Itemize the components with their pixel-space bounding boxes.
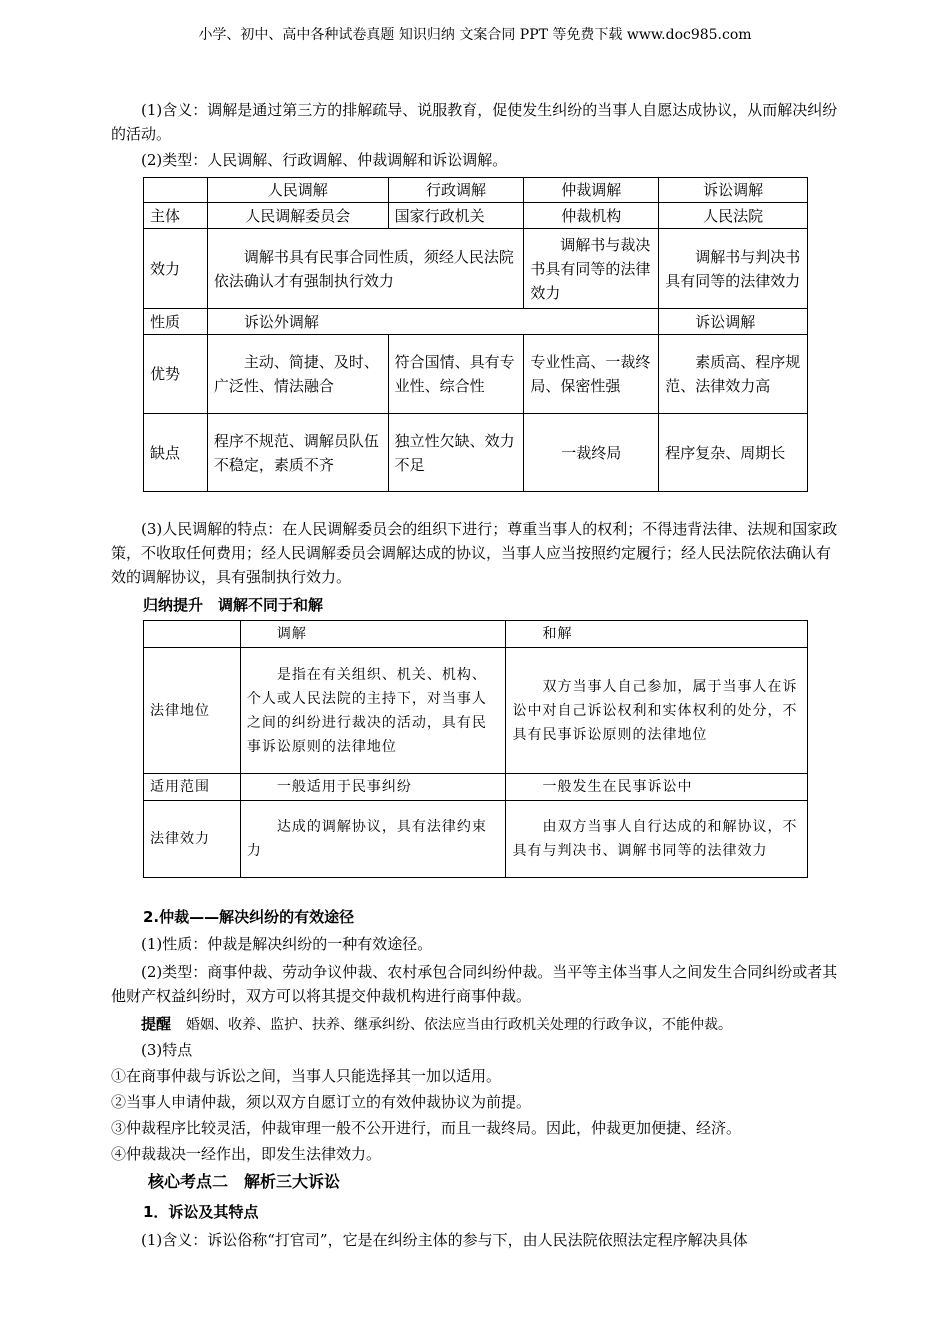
arbitration-features-title: (3)特点 bbox=[141, 1041, 193, 1059]
table1-row-label: 效力 bbox=[144, 229, 208, 309]
tip-line bbox=[111, 1012, 838, 1037]
table1-cell: 诉讼外调解 bbox=[207, 309, 658, 335]
table2-header: 和解 bbox=[506, 621, 808, 648]
feature-item: ①在商事仲裁与诉讼之间，当事人只能选择其一加以适用。 bbox=[111, 1067, 502, 1085]
table2-header: 调解 bbox=[240, 621, 506, 648]
table1-cell: 独立性欠缺、效力不足 bbox=[388, 414, 524, 492]
people-mediation-features: (3)人民调解的特点：在人民调解委员会的组织下进行；尊重当事人的权利；不得违背法律、法规和国家政策，不收取任何费用；经人民调解委员会调解达成的协议，当事人应当按照约定履行；经人民法院依法确认有效的调解协议，具有强制执行效力。 bbox=[111, 520, 838, 586]
arbitration-nature: (1)性质：仲裁是解决纠纷的一种有效途径。 bbox=[141, 935, 433, 953]
litigation-subtitle: 1．诉讼及其特点 bbox=[143, 1203, 259, 1221]
table1-cell: 调解书与判决书具有同等的法律效力 bbox=[659, 229, 808, 309]
table1-header: 仲裁调解 bbox=[524, 178, 659, 203]
tip-text: 婚姻、收养、监护、扶养、继承纠纷、依法应当由行政机关处理的行政争议，不能仲裁。 bbox=[186, 1017, 733, 1033]
table2-corner bbox=[144, 621, 241, 648]
table2-row-label: 适用范围 bbox=[144, 774, 241, 801]
table1-cell: 调解书具有民事合同性质，须经人民法院依法确认才有强制执行效力 bbox=[207, 229, 523, 309]
table1-cell: 程序不规范、调解员队伍不稳定，素质不齐 bbox=[207, 414, 388, 492]
table2-cell: 一般发生在民事诉讼中 bbox=[506, 774, 808, 801]
table2-cell: 由双方当事人自行达成的和解协议，不具有与判决书、调解书同等的法律效力 bbox=[506, 801, 808, 878]
table2-cell: 双方当事人自己参加，属于当事人在诉讼中对自己诉讼权利和实体权利的处分，不具有民事诉讼原则的法律地位 bbox=[506, 648, 808, 774]
table1-cell: 人民法院 bbox=[659, 203, 808, 229]
table1-cell: 国家行政机关 bbox=[388, 203, 524, 229]
table1-row-label: 缺点 bbox=[144, 414, 208, 492]
table1-cell: 主动、简捷、及时、广泛性、情法融合 bbox=[207, 335, 388, 414]
table1-cell: 人民调解委员会 bbox=[207, 203, 388, 229]
table1-row-label: 性质 bbox=[144, 309, 208, 335]
table1-cell: 专业性高、一裁终局、保密性强 bbox=[524, 335, 659, 414]
table1-cell: 一裁终局 bbox=[524, 414, 659, 492]
table2-cell: 是指在有关组织、机关、机构、个人或人民法院的主持下，对当事人之间的纠纷进行裁决的活动，具有民事诉讼原则的法律地位 bbox=[240, 648, 506, 774]
table1-header: 诉讼调解 bbox=[659, 178, 808, 203]
mediation-types: (2)类型：人民调解、行政调解、仲裁调解和诉讼调解。 bbox=[141, 151, 508, 169]
mediation-definition: (1)含义：调解是通过第三方的排解疏导、说服教育，促使发生纠纷的当事人自愿达成协议，从而解决纠纷的活动。 bbox=[111, 101, 838, 143]
table1-corner bbox=[144, 178, 208, 203]
litigation-definition: (1)含义：诉讼俗称“打官司”，它是在纠纷主体的参与下，由人民法院依照法定程序解决具体 bbox=[141, 1231, 748, 1249]
arbitration-section-title: 2.仲裁——解决纠纷的有效途径 bbox=[143, 908, 355, 926]
mediation-vs-settlement-table bbox=[143, 620, 808, 878]
table2-cell: 一般适用于民事纠纷 bbox=[240, 774, 506, 801]
table1-cell: 调解书与裁决书具有同等的法律效力 bbox=[524, 229, 659, 309]
feature-item: ④仲裁裁决一经作出，即发生法律效力。 bbox=[111, 1145, 382, 1163]
table1-cell: 程序复杂、周期长 bbox=[659, 414, 808, 492]
summary-title: 归纳提升 调解不同于和解 bbox=[143, 596, 324, 614]
table2-row-label: 法律效力 bbox=[144, 801, 241, 878]
table1-row-label: 主体 bbox=[144, 203, 208, 229]
table1-cell: 符合国情、具有专业性、综合性 bbox=[388, 335, 524, 414]
table2-row-label: 法律地位 bbox=[144, 648, 241, 774]
tip-label: 提醒 bbox=[141, 1015, 172, 1033]
table1-cell: 仲裁机构 bbox=[524, 203, 659, 229]
core-point-title: 核心考点二 解析三大诉讼 bbox=[148, 1172, 341, 1191]
feature-item: ③仲裁程序比较灵活，仲裁审理一般不公开进行，而且一裁终局。因此，仲裁更加便捷、经济。 bbox=[111, 1119, 742, 1137]
table1-row-label: 优势 bbox=[144, 335, 208, 414]
mediation-comparison-table bbox=[143, 177, 808, 492]
table1-cell: 素质高、程序规范、法律效力高 bbox=[659, 335, 808, 414]
table2-cell: 达成的调解协议，具有法律约束力 bbox=[240, 801, 506, 878]
table1-cell: 诉讼调解 bbox=[659, 309, 808, 335]
table1-header: 人民调解 bbox=[207, 178, 388, 203]
feature-item: ②当事人申请仲裁，须以双方自愿订立的有效仲裁协议为前提。 bbox=[111, 1093, 532, 1111]
page-header: 小学、初中、高中各种试卷真题 知识归纳 文案合同 PPT 等免费下载 www.doc985.com bbox=[198, 27, 752, 43]
arbitration-types: (2)类型：商事仲裁、劳动争议仲裁、农村承包合同纠纷仲裁。当平等主体当事人之间发生合同纠纷或者其他财产权益纠纷时，双方可以将其提交仲裁机构进行商事仲裁。 bbox=[111, 963, 838, 1005]
table1-header: 行政调解 bbox=[388, 178, 524, 203]
